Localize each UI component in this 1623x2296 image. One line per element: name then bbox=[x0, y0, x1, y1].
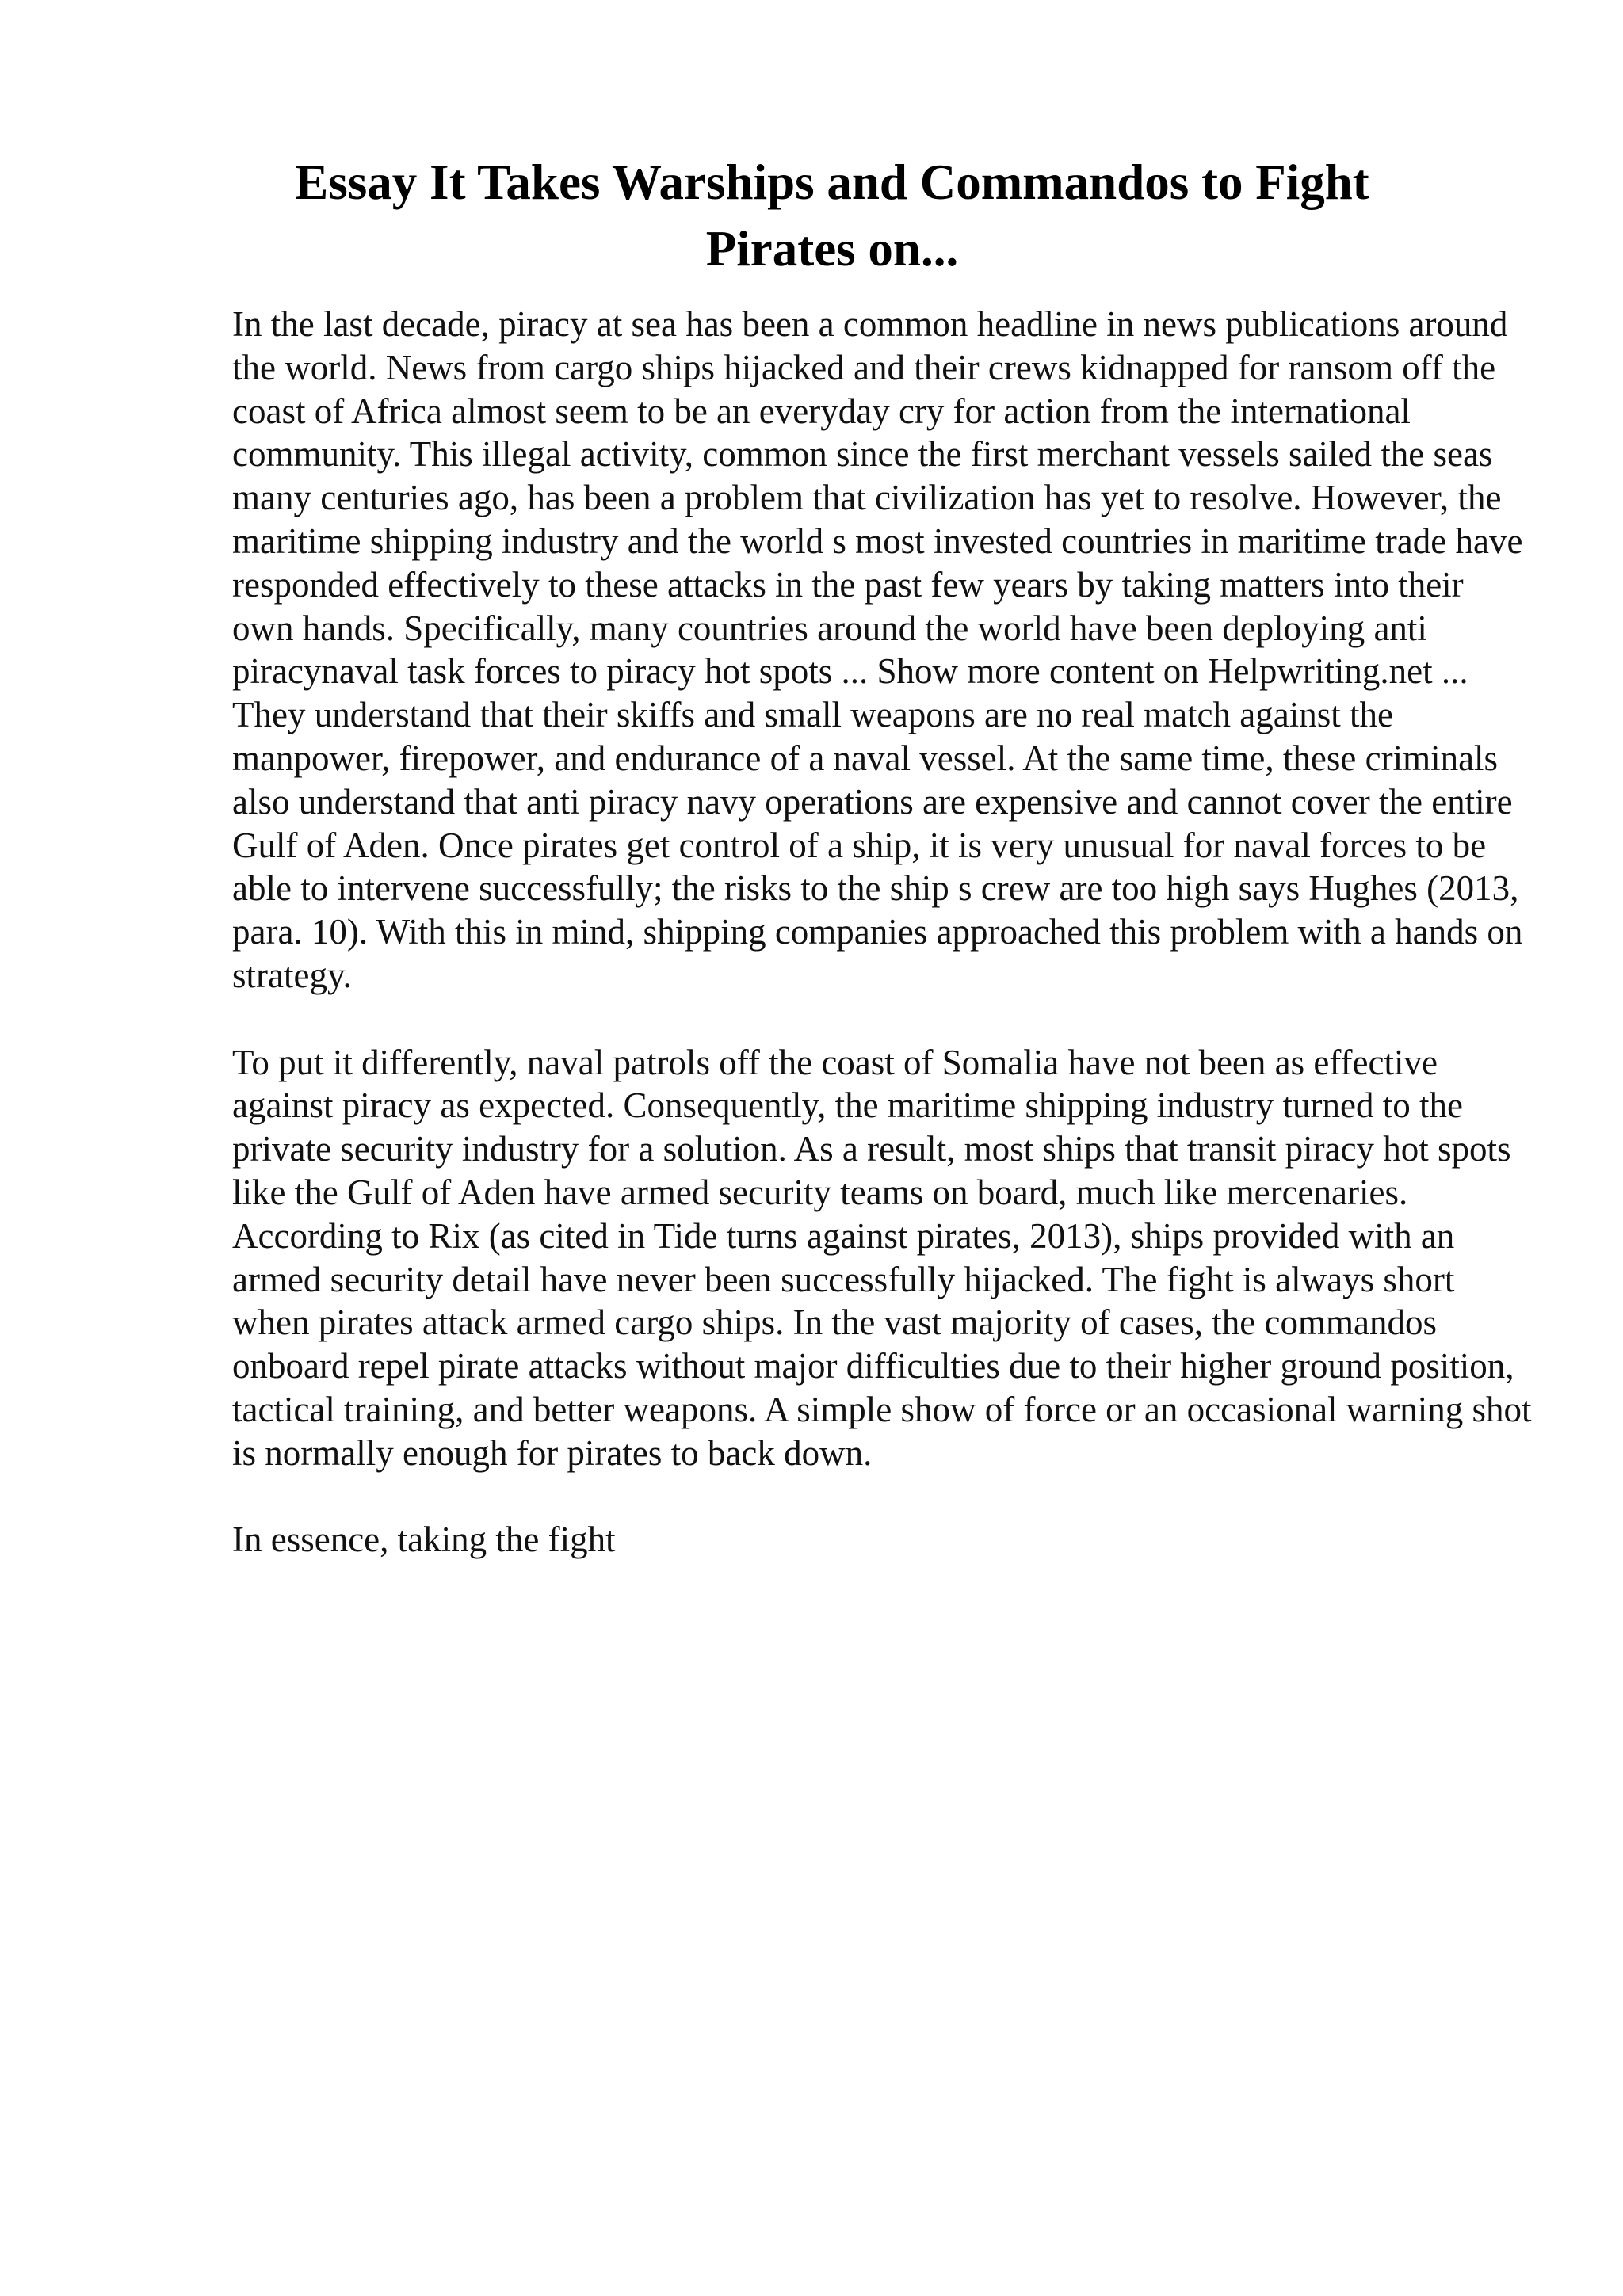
paragraph-private-security: To put it differently, naval patrols off the coast of Somalia have not been as effective against piracy as expected. Consequently, the maritime shipping industry turned to the private security industry for a solution. As a result, most ships that transit piracy hot spots like the Gulf of Aden have armed security teams on board, much like mercenaries. According to Rix (as cited in Tide turns against pirates, 2013), ships provided with an armed security detail have never been successfully hijacked. The fight is always short when pirates attack armed cargo ships. In the vast majority of cases, the commandos onboard repel pirate attacks without major difficulties due to their higher ground position, tactical training, and better weapons. A simple show of force or an occasional warning shot is normally enough for pirates to back down. bbox=[232, 1042, 1532, 1473]
paragraph-naval-vessels: They understand that their skiffs and small weapons are no real match against the manpower, firepower, and endurance of a naval vessel. At the same time, these criminals also understand that anti piracy navy operations are expensive and cannot cover the entire Gulf of Aden. Once pirates get control of a ship, it is very unusual for naval forces to be able to intervene successfully; the risks to the ship s crew are too high says Hughes (2013, para. 10). With this in mind, shipping companies approached this problem with a hands on strategy. bbox=[232, 695, 1523, 995]
page-title: Essay It Takes Warships and Commandos to Fight Pirates on... bbox=[295, 154, 1369, 277]
paragraph-essence: In essence, taking the fight bbox=[232, 1520, 616, 1560]
paragraph-intro: In the last decade, piracy at sea has been a common headline in news publications around the world. News from cargo ships hijacked and their crews kidnapped for ransom off the coast of Africa almost seem to be an everyday cry for action from the international community. This illegal activity, common since the first merchant vessels sailed the seas many centuries ago, has been a problem that civilization has yet to resolve. However, the maritime shipping industry and the world s most invested countries in maritime trade have responded effectively to these attacks in the past few years by taking matters into their own hands. Specifically, many countries around the world have been deploying anti piracynaval task forces to piracy hot spots ... Show more content on Helpwriting.net ... bbox=[232, 304, 1523, 692]
essay-body bbox=[232, 303, 1532, 1562]
